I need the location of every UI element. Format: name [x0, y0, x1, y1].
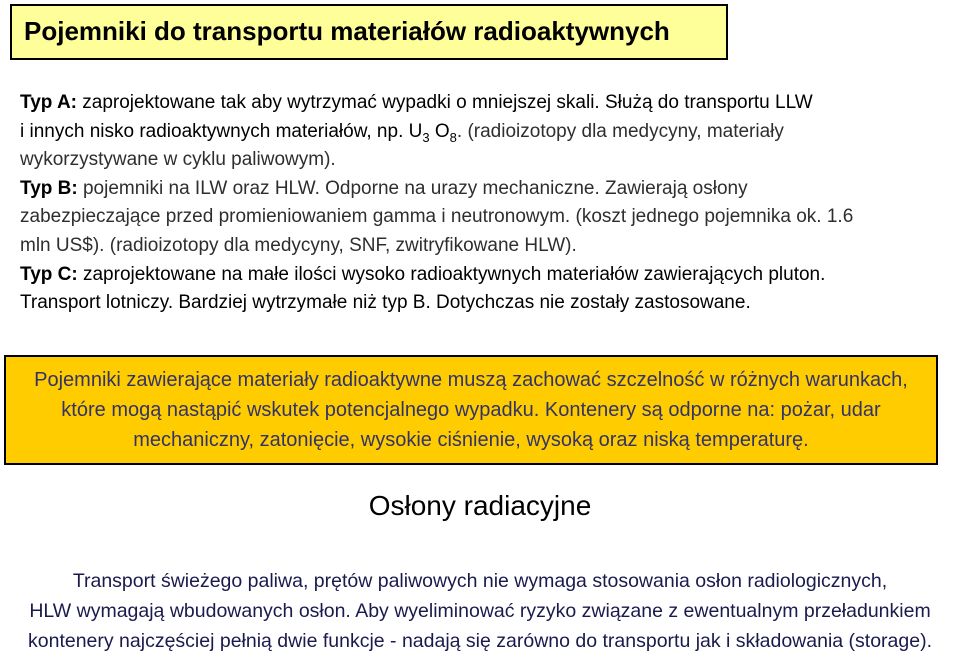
- typ-b-line-3: [20, 232, 940, 261]
- typ-c-line-1: [20, 261, 940, 290]
- highlight-line-2: które mogą nastąpić wskutek potencjalnego wypadku. Kontenery są odporne na: pożar, udar: [61, 399, 881, 421]
- letter-o: O: [429, 120, 450, 142]
- typ-a-label: Typ A:: [20, 92, 77, 113]
- typ-b-text-1: pojemniki na ILW oraz HLW. Odporne na urazy mechaniczne. Zawierają osłony: [77, 177, 748, 199]
- typ-a-text-2-post: . (radioizotopy dla medycyny, materiały: [456, 120, 784, 142]
- bottom-line-2: HLW wymagają wbudowanych osłon. Aby wyeliminować ryzyko związane z ewentualnym przeładunkiem: [29, 600, 931, 622]
- typ-b-line-2: [20, 203, 940, 232]
- typ-c-label: Typ C:: [20, 263, 78, 285]
- section-heading: Osłony radiacyjne: [368, 490, 592, 521]
- highlight-line-3: mechaniczny, zatonięcie, wysokie ciśnienie, wysoką oraz niską temperaturę.: [133, 429, 809, 451]
- typ-a-line-3: [20, 146, 940, 175]
- typ-c-line-2: [20, 289, 940, 318]
- subscript-8: 8: [449, 129, 457, 145]
- bottom-line-3: kontenery najczęściej pełnią dwie funkcje - nadają się zarówno do transportu jak i składowania (storage).: [28, 630, 932, 652]
- body-paragraph: [20, 89, 940, 318]
- typ-b-label: Typ B:: [20, 177, 78, 199]
- typ-b-text-3: mln US$). (radioizotopy dla medycyny, SNF, zwitryfikowane HLW).: [20, 234, 577, 256]
- typ-c-text-2: Transport lotniczy. Bardziej wytrzymałe niż typ B. Dotychczas nie zostały zastosowane.: [20, 292, 751, 314]
- subscript-3: 3: [422, 129, 430, 145]
- typ-a-text-1: zaprojektowane tak aby wytrzymać wypadki o mniejszej skali. Służą do transportu LLW: [77, 92, 813, 113]
- typ-c-text-1: zaprojektowane na małe ilości wysoko radioaktywnych materiałów zawierających pluton.: [77, 263, 826, 285]
- highlight-box: [4, 355, 938, 465]
- typ-b-text-2: zabezpieczające przed promieniowaniem gamma i neutronowym. (koszt jednego pojemnika ok. 1.6: [20, 206, 854, 228]
- bottom-line-1: Transport świeżego paliwa, prętów paliwowych nie wymaga stosowania osłon radiologicznych,: [72, 570, 888, 592]
- typ-b-line-1: [20, 175, 940, 204]
- title-box: [10, 4, 728, 60]
- highlight-line-1: Pojemniki zawierające materiały radioaktywne muszą zachować szczelność w różnych warunkach,: [34, 369, 908, 391]
- typ-a-line-1: [20, 89, 940, 118]
- typ-a-text-3: wykorzystywane w cyklu paliwowym).: [20, 149, 336, 171]
- typ-a-line-2: [20, 118, 940, 147]
- page-title: Pojemniki do transportu materiałów radioaktywnych: [24, 16, 670, 46]
- typ-a-text-2-pre: i innych nisko radioaktywnych materiałów, np. U: [20, 120, 423, 142]
- bottom-paragraph: [0, 566, 960, 656]
